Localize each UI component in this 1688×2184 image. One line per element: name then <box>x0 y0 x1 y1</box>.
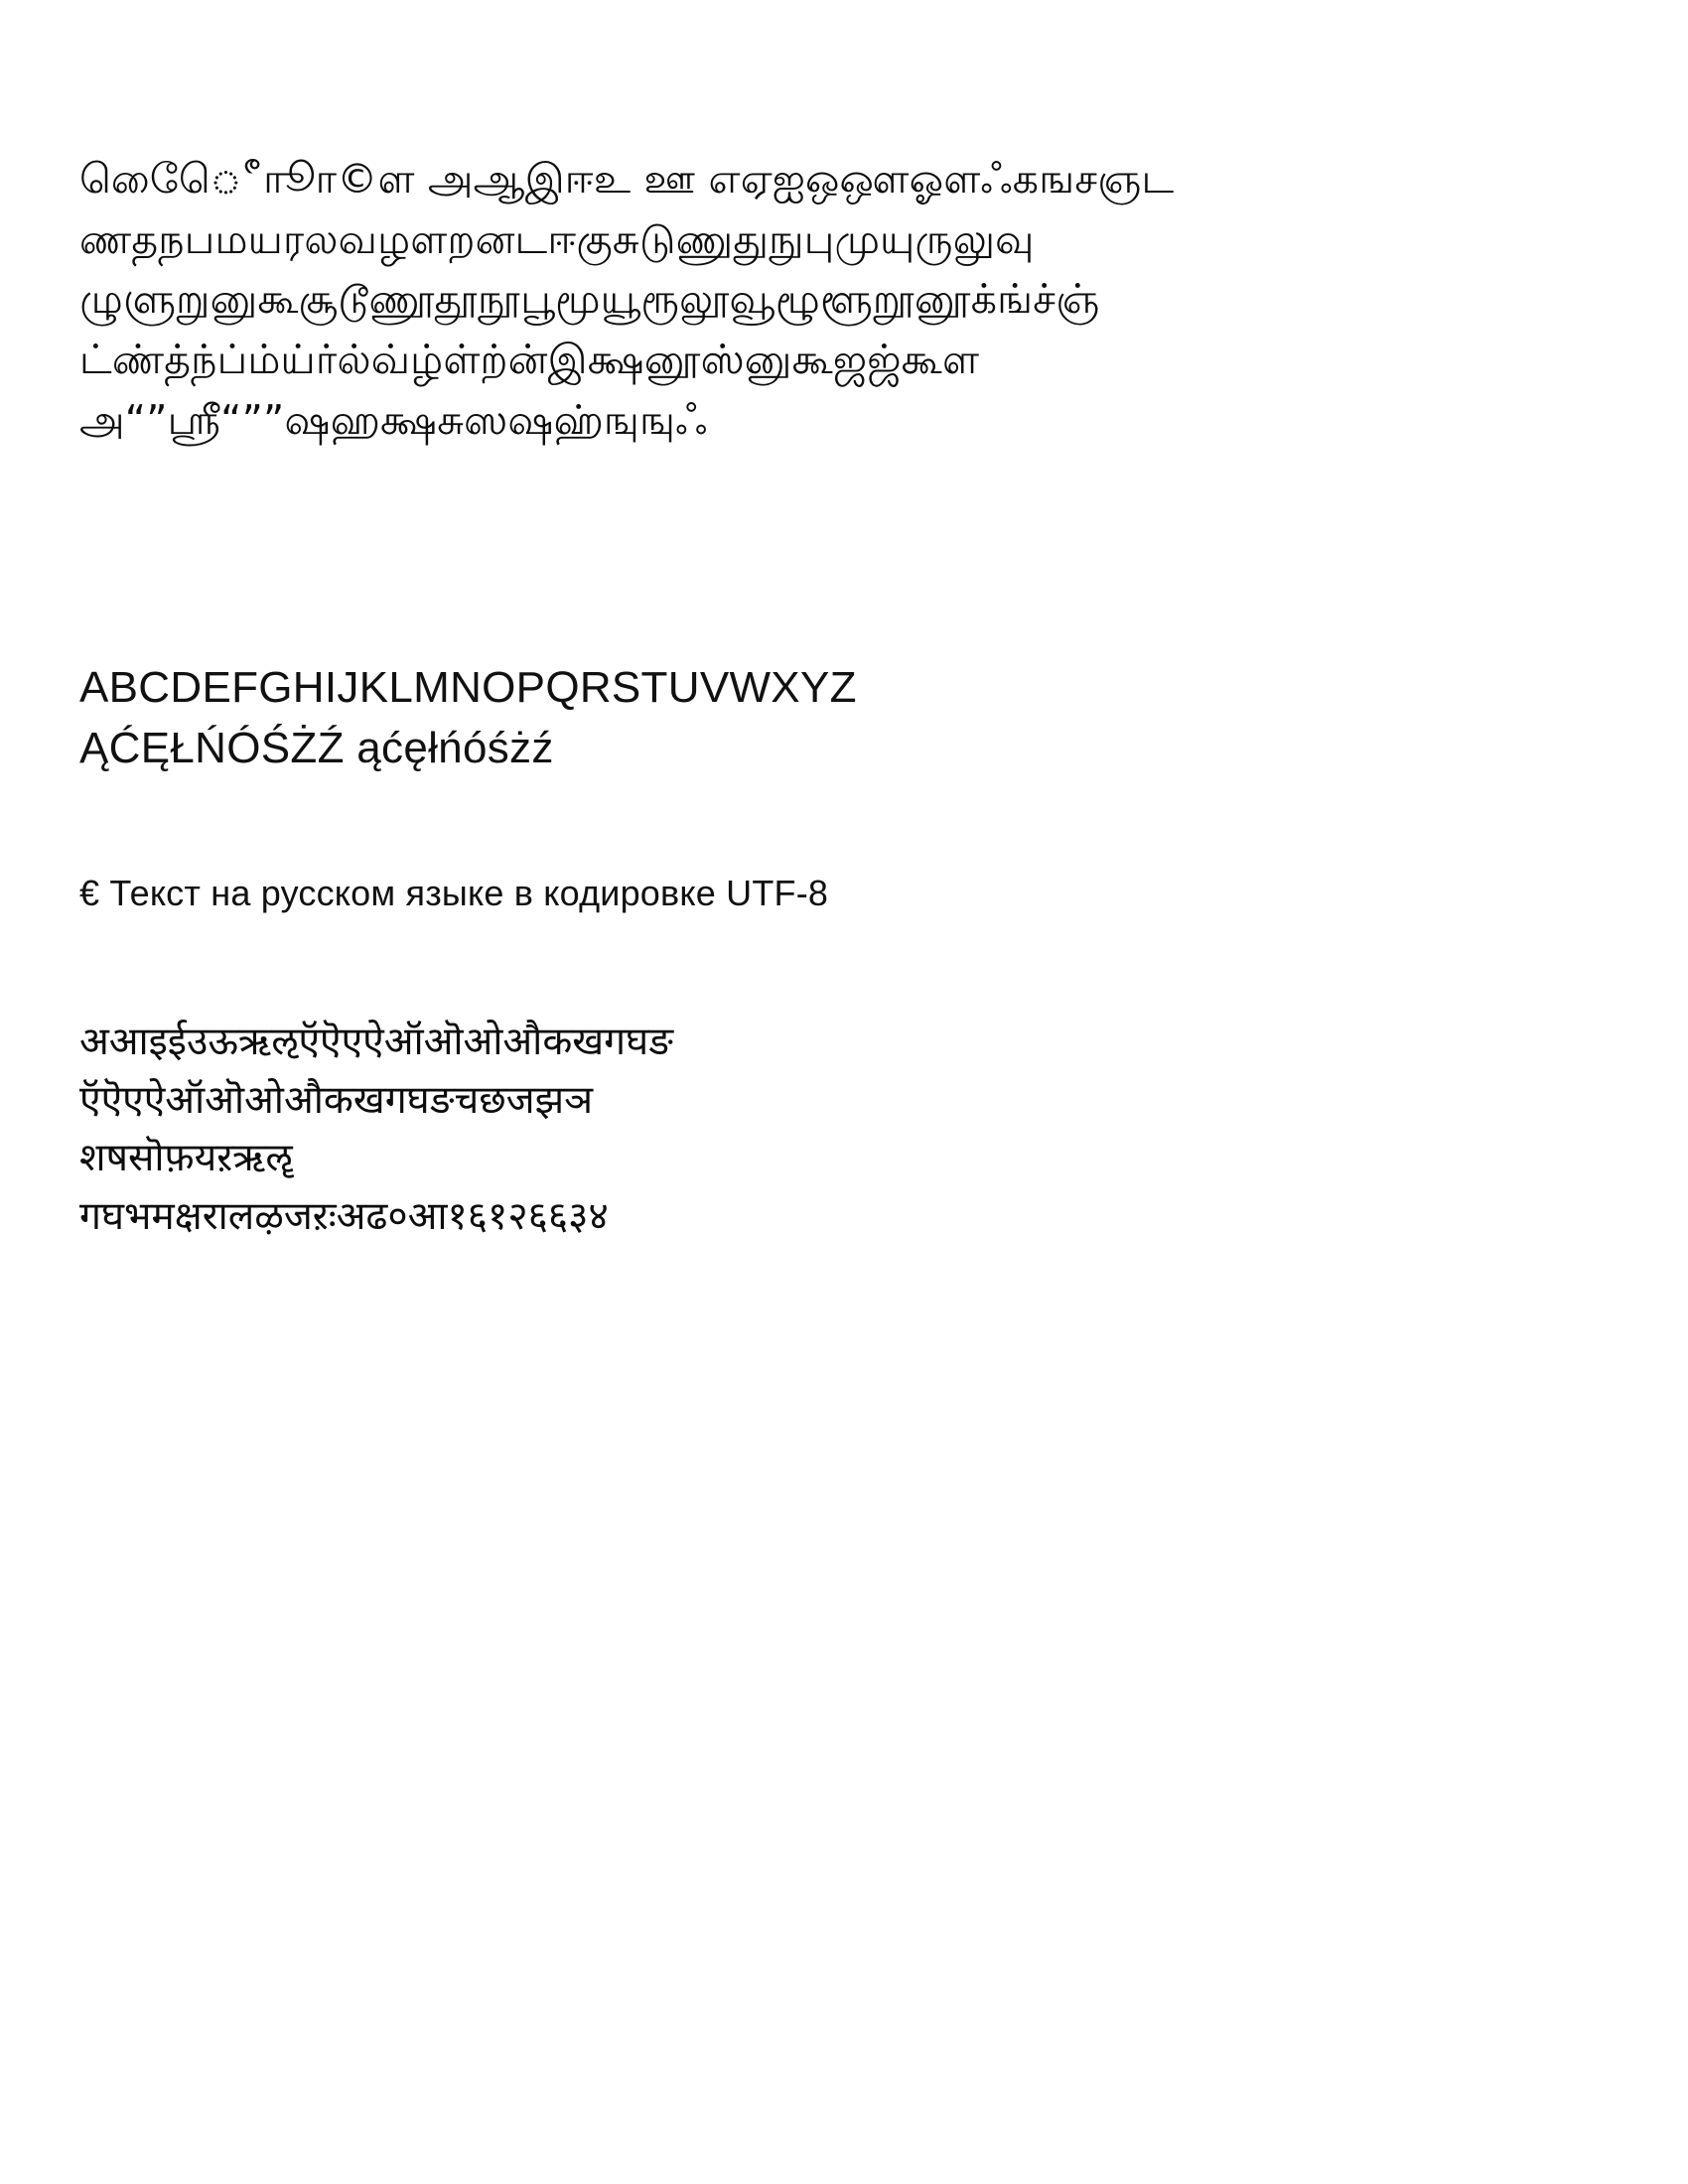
latin-uppercase-line: ABCDEFGHIJKLMNOPQRSTUVWXYZ <box>79 663 857 713</box>
devanagari-line-2: ऍऎएऐऑऒओऔकखगघङचछजझञ <box>79 1077 594 1123</box>
cyrillic-text-line: € Текст на русском языке в кодировке UTF-8 <box>79 872 829 913</box>
devanagari-line-4: गघभमक्षरालऴजऱःअढ०आ१६१२६६३४ <box>79 1193 609 1239</box>
spacer-after-tamil <box>79 450 1599 658</box>
devanagari-line-1: अआइईउऊऋऌऍऎएऐऑऒओऔकखगघङ <box>79 1020 674 1065</box>
latin-polish-line: ĄĆĘŁŃÓŚŻŹ ąćęłńóśżź <box>79 724 554 773</box>
devanagari-line-3: शषसॊफ़यऱऋॡ <box>79 1136 293 1181</box>
spacer-after-cyrillic <box>79 918 1599 1014</box>
spacer-after-latin <box>79 779 1599 869</box>
devanagari-text-block <box>79 1014 1400 1246</box>
tamil-text-block: ாீூெேைொ©ள அஆஇஈஉ ஊ எஏஐஒஔஓளஃகஙசஞட ணதநபமயரலவழளறனடஈகுசுடுணுதுநுபுமுயுருலுவு ழுளுறுனுகூசூடூணூதூநூபூமூயூரூலூவூழூளூறூனூக்ங்ச்ஞ் ட்ண்த்ந்ப்ம்ய்ர்ல்வ்ழ்ள்ற்ன்இக்ஷனூஸ்னுகூஜஜ்கூள அ“”ஸ்ரீ“””ஷஹக்ஷசுஸஷஹ்ஙுஙுஃ <box>79 155 1175 444</box>
latin-text-block <box>79 658 1599 778</box>
